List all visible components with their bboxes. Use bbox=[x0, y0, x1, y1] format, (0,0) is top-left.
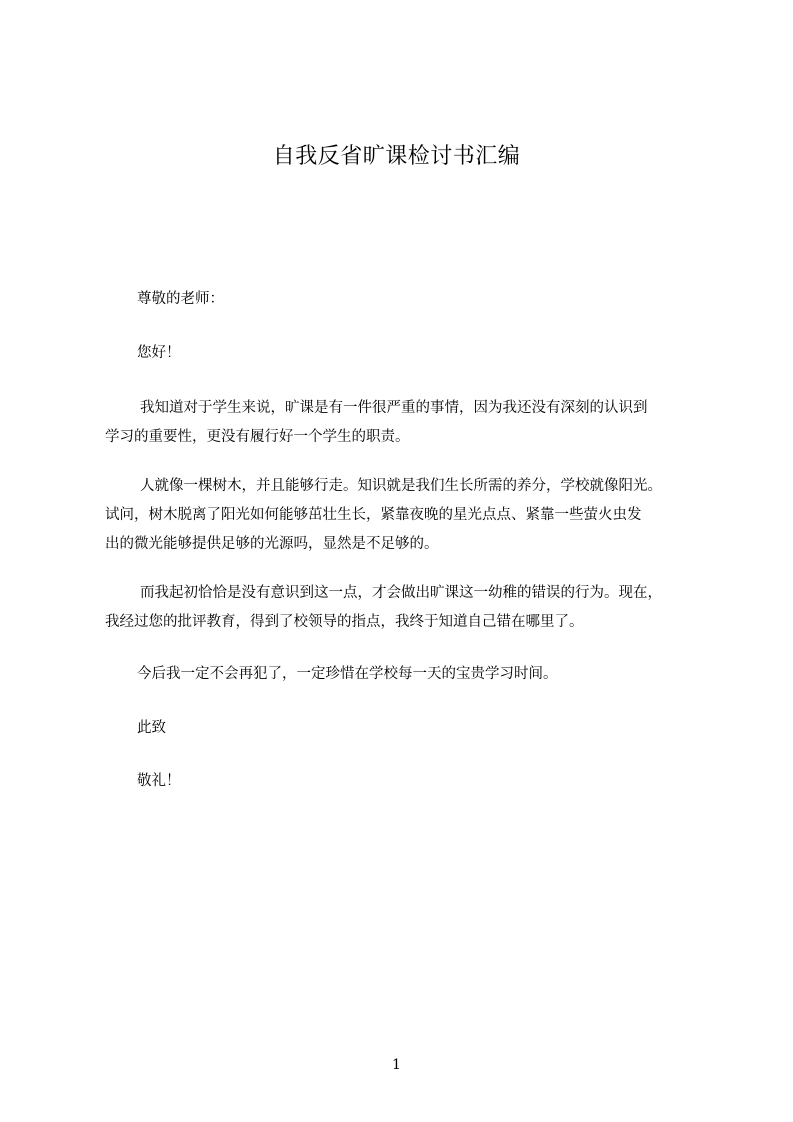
paragraph-1-line-1: 我知道对于学生来说，旷课是有一件很严重的事情，因为我还没有深刻的认识到 bbox=[140, 400, 648, 416]
paragraph-1-line-2: 学习的重要性，更没有履行好一个学生的职责。 bbox=[105, 429, 410, 445]
paragraph-2-line-1: 人就像一棵树木，并且能够行走。知识就是我们生长所需的养分，学校就像阳光。 bbox=[140, 478, 662, 494]
paragraph-4: 今后我一定不会再犯了，一定珍惜在学校每一天的宝贵学习时间。 bbox=[137, 666, 558, 682]
paragraph-3-line-2: 我经过您的批评教育，得到了校领导的指点，我终于知道自己错在哪里了。 bbox=[105, 614, 584, 630]
closing-2: 敬礼！ bbox=[137, 773, 181, 789]
salutation: 尊敬的老师： bbox=[137, 291, 224, 307]
document-title: 自我反省旷课检讨书汇编 bbox=[272, 144, 521, 169]
greeting: 您好！ bbox=[137, 345, 181, 361]
paragraph-2-line-3: 出的微光能够提供足够的光源吗，显然是不足够的。 bbox=[105, 536, 439, 552]
closing-1: 此致 bbox=[137, 720, 166, 736]
page-number: 1 bbox=[392, 1057, 401, 1073]
paragraph-3-line-1: 而我起初恰恰是没有意识到这一点，才会做出旷课这一幼稚的错误的行为。现在， bbox=[140, 585, 662, 601]
paragraph-2-line-2: 试问，树木脱离了阳光如何能够茁壮生长，紧靠夜晚的星光点点、紧靠一些萤火虫发 bbox=[105, 507, 642, 523]
